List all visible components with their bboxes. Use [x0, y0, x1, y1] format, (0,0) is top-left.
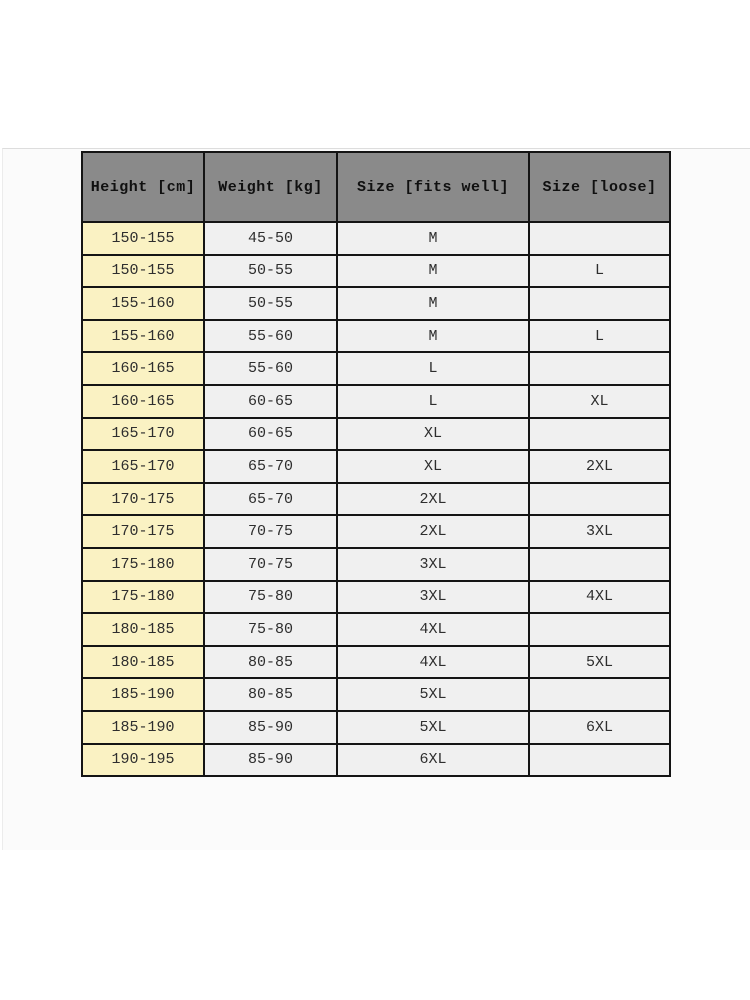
table-row — [82, 320, 670, 353]
size-loose-cell: 4XL — [529, 581, 670, 614]
size-fits-well-cell: M — [337, 287, 529, 320]
height-cell: 155-160 — [82, 320, 204, 353]
size-fits-well-cell: 4XL — [337, 613, 529, 646]
table-row — [82, 450, 670, 483]
size-loose-cell — [529, 352, 670, 385]
height-cell: 160-165 — [82, 385, 204, 418]
size-loose-cell — [529, 548, 670, 581]
height-cell: 150-155 — [82, 222, 204, 255]
height-cell: 165-170 — [82, 418, 204, 451]
height-cell: 180-185 — [82, 646, 204, 679]
weight-cell: 55-60 — [204, 320, 337, 353]
weight-cell: 80-85 — [204, 646, 337, 679]
size-fits-well-cell: 2XL — [337, 483, 529, 516]
size-loose-cell: L — [529, 255, 670, 288]
size-fits-well-cell: 5XL — [337, 711, 529, 744]
size-loose-cell: 6XL — [529, 711, 670, 744]
table-row — [82, 515, 670, 548]
table-row — [82, 287, 670, 320]
weight-cell: 50-55 — [204, 287, 337, 320]
weight-cell: 65-70 — [204, 450, 337, 483]
size-loose-cell: L — [529, 320, 670, 353]
size-fits-well-cell: 4XL — [337, 646, 529, 679]
header-row — [82, 152, 670, 222]
column-header-size-fits-well: Size [fits well] — [337, 152, 529, 222]
size-loose-cell: 2XL — [529, 450, 670, 483]
table-row — [82, 646, 670, 679]
size-fits-well-cell: 3XL — [337, 581, 529, 614]
size-loose-cell: 5XL — [529, 646, 670, 679]
size-fits-well-cell: 3XL — [337, 548, 529, 581]
size-loose-cell — [529, 483, 670, 516]
weight-cell: 50-55 — [204, 255, 337, 288]
size-loose-cell — [529, 744, 670, 777]
table-row — [82, 548, 670, 581]
height-cell: 185-190 — [82, 678, 204, 711]
column-header-height: Height [cm] — [82, 152, 204, 222]
height-cell: 155-160 — [82, 287, 204, 320]
height-cell: 190-195 — [82, 744, 204, 777]
size-fits-well-cell: L — [337, 385, 529, 418]
size-fits-well-cell: XL — [337, 418, 529, 451]
weight-cell: 75-80 — [204, 613, 337, 646]
size-fits-well-cell: XL — [337, 450, 529, 483]
weight-cell: 85-90 — [204, 744, 337, 777]
height-cell: 185-190 — [82, 711, 204, 744]
size-loose-cell — [529, 222, 670, 255]
height-cell: 165-170 — [82, 450, 204, 483]
size-fits-well-cell: 2XL — [337, 515, 529, 548]
height-cell: 175-180 — [82, 548, 204, 581]
size-fits-well-cell: M — [337, 222, 529, 255]
weight-cell: 75-80 — [204, 581, 337, 614]
size-fits-well-cell: 6XL — [337, 744, 529, 777]
size-fits-well-cell: L — [337, 352, 529, 385]
size-loose-cell — [529, 418, 670, 451]
size-loose-cell — [529, 678, 670, 711]
weight-cell: 70-75 — [204, 515, 337, 548]
size-loose-cell: XL — [529, 385, 670, 418]
table-row — [82, 678, 670, 711]
weight-cell: 80-85 — [204, 678, 337, 711]
weight-cell: 85-90 — [204, 711, 337, 744]
weight-cell: 65-70 — [204, 483, 337, 516]
table-row — [82, 418, 670, 451]
weight-cell: 45-50 — [204, 222, 337, 255]
height-cell: 170-175 — [82, 483, 204, 516]
size-fits-well-cell: 5XL — [337, 678, 529, 711]
size-fits-well-cell: M — [337, 320, 529, 353]
table-row — [82, 385, 670, 418]
height-cell: 180-185 — [82, 613, 204, 646]
size-loose-cell — [529, 287, 670, 320]
size-fits-well-cell: M — [337, 255, 529, 288]
size-loose-cell: 3XL — [529, 515, 670, 548]
table-row — [82, 581, 670, 614]
table-row — [82, 744, 670, 777]
weight-cell: 70-75 — [204, 548, 337, 581]
column-header-weight: Weight [kg] — [204, 152, 337, 222]
table-row — [82, 613, 670, 646]
weight-cell: 60-65 — [204, 418, 337, 451]
size-loose-cell — [529, 613, 670, 646]
table-row — [82, 352, 670, 385]
height-cell: 150-155 — [82, 255, 204, 288]
size-chart-table — [81, 151, 671, 777]
height-cell: 175-180 — [82, 581, 204, 614]
column-header-size-loose: Size [loose] — [529, 152, 670, 222]
table-row — [82, 483, 670, 516]
height-cell: 170-175 — [82, 515, 204, 548]
weight-cell: 55-60 — [204, 352, 337, 385]
height-cell: 160-165 — [82, 352, 204, 385]
table-row — [82, 222, 670, 255]
table-row — [82, 255, 670, 288]
weight-cell: 60-65 — [204, 385, 337, 418]
table-row — [82, 711, 670, 744]
